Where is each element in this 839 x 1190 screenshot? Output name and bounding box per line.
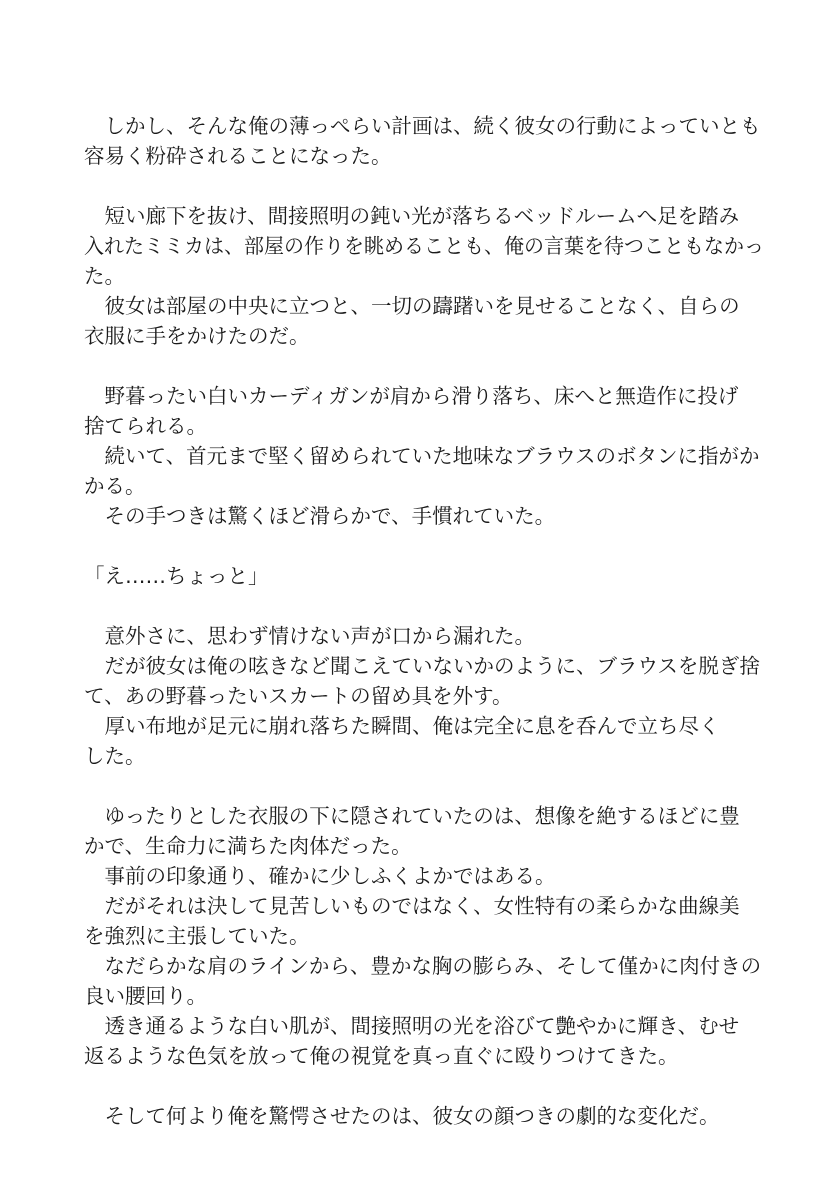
text-line: かる。 — [84, 474, 146, 498]
text-line: 捨てられる。 — [84, 414, 207, 438]
text-line: だがそれは決して見苦しいものではなく、女性特有の柔らかな曲線美 — [84, 894, 740, 918]
blank-line — [84, 531, 756, 561]
text-line: かで、生命力に満ちた肉体だった。 — [84, 834, 412, 858]
text-line: しかし、そんな俺の薄っぺらい計画は、続く彼女の行動によっていとも — [84, 114, 761, 138]
text-line: 厚い布地が足元に崩れ落ちた瞬間、俺は完全に息を呑んで立ち尽く — [84, 714, 720, 738]
text-line: 良い腰回り。 — [84, 984, 207, 1008]
text-line: だが彼女は俺の呟きなど聞こえていないかのように、ブラウスを脱ぎ捨 — [84, 654, 760, 678]
text-line: 容易く粉砕されることになった。 — [84, 144, 392, 168]
text-line: 彼女は部屋の中央に立つと、一切の躊躇いを見せることなく、自らの — [84, 294, 740, 318]
text-line: 衣服に手をかけたのだ。 — [84, 324, 310, 348]
text-line: 意外さに、思わず情けない声が口から漏れた。 — [84, 624, 535, 648]
text-line: 返るような色気を放って俺の視覚を真っ直ぐに殴りつけてきた。 — [84, 1044, 679, 1068]
text-line: そして何より俺を驚愕させたのは、彼女の顔つきの劇的な変化だ。 — [84, 1104, 720, 1128]
blank-line — [84, 351, 756, 381]
text-line: ゆったりとした衣服の下に隠されていたのは、想像を絶するほどに豊 — [84, 804, 740, 828]
text-line: その手つきは驚くほど滑らかで、手慣れていた。 — [84, 504, 556, 528]
blank-line — [84, 1071, 756, 1101]
page-body — [84, 111, 764, 1128]
blank-line — [84, 171, 756, 201]
text-line: を強烈に主張していた。 — [84, 924, 310, 948]
blank-line — [84, 771, 756, 801]
text-line: なだらかな肩のラインから、豊かな胸の膨らみ、そして僅かに肉付きの — [84, 954, 762, 978]
text-line: した。 — [84, 744, 146, 768]
text-line: た。 — [84, 264, 125, 288]
text-line: 入れたミミカは、部屋の作りを眺めることも、俺の言葉を待つこともなかっ — [84, 234, 764, 258]
text-line: 事前の印象通り、確かに少しふくよかではある。 — [84, 864, 556, 888]
blank-line — [84, 591, 756, 621]
text-line: 続いて、首元まで堅く留められていた地味なブラウスのボタンに指がか — [84, 444, 760, 468]
text-line: て、あの野暮ったいスカートの留め具を外す。 — [84, 684, 513, 708]
text-line: 「え……ちょっと」 — [84, 564, 269, 588]
text-line: 野暮ったい白いカーディガンが肩から滑り落ち、床へと無造作に投げ — [84, 384, 739, 408]
text-line: 短い廊下を抜け、間接照明の鈍い光が落ちるベッドルームへ足を踏み — [84, 204, 740, 228]
text-line: 透き通るような白い肌が、間接照明の光を浴びて艶やかに輝き、むせ — [84, 1014, 740, 1038]
